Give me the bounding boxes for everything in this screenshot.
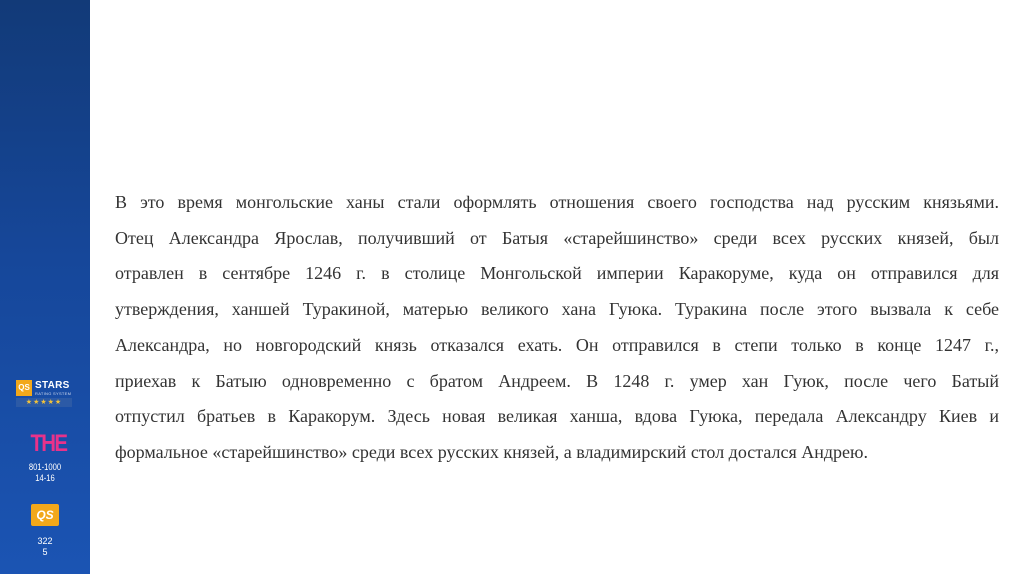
stars-subtitle: RATING SYSTEM — [35, 391, 72, 396]
body-paragraph — [115, 185, 999, 471]
qs-stars-badge — [16, 378, 72, 408]
qs-rank-line2: 5 — [42, 547, 48, 557]
sidebar — [0, 0, 90, 574]
qs-stars-logo-icon: QS — [16, 380, 32, 396]
stars-rating-icon: ★★★★★ — [16, 398, 72, 407]
qs-rank — [0, 536, 90, 558]
paragraph-line: отравлен в сентябре 1246 г. в столице Монгольской империи Каракоруме, куда он отправился для — [115, 263, 999, 284]
the-rank-line1: 801-1000 — [28, 462, 62, 472]
qs-logo: QS — [31, 504, 59, 526]
stars-title: STARS — [35, 380, 70, 391]
the-rank — [7, 462, 84, 484]
the-logo-text: THE — [30, 430, 67, 457]
the-logo — [28, 430, 67, 460]
paragraph-line: Александра, но новгородский князь отказался ехать. Он отправился в степи только в конце 1247 г., — [115, 334, 999, 355]
paragraph-line: утверждения, ханшей Туракиной, матерью великого хана Гуюка. Туракина после этого вызвала к себе — [115, 299, 999, 320]
paragraph-line: отпустил братьев в Каракорум. Здесь новая великая ханша, вдова Гуюка, передала Александру Киев и — [115, 406, 999, 427]
qs-rank-line1: 322 — [37, 536, 53, 546]
the-rank-line2: 14-16 — [35, 473, 55, 483]
paragraph-line: приехав к Батыю одновременно с братом Андреем. В 1248 г. умер хан Гуюк, после чего Батый — [115, 370, 999, 391]
paragraph-line: В это время монгольские ханы стали оформлять отношения своего господства над русским князьями. — [115, 192, 999, 212]
paragraph-line: Отец Александра Ярослав, получивший от Батыя «старейшинство» среди всех русских князей, был — [115, 227, 999, 248]
paragraph-line: формальное «старейшинство» среди всех русских князей, а владимирский стол достался Андрею. — [115, 441, 868, 462]
